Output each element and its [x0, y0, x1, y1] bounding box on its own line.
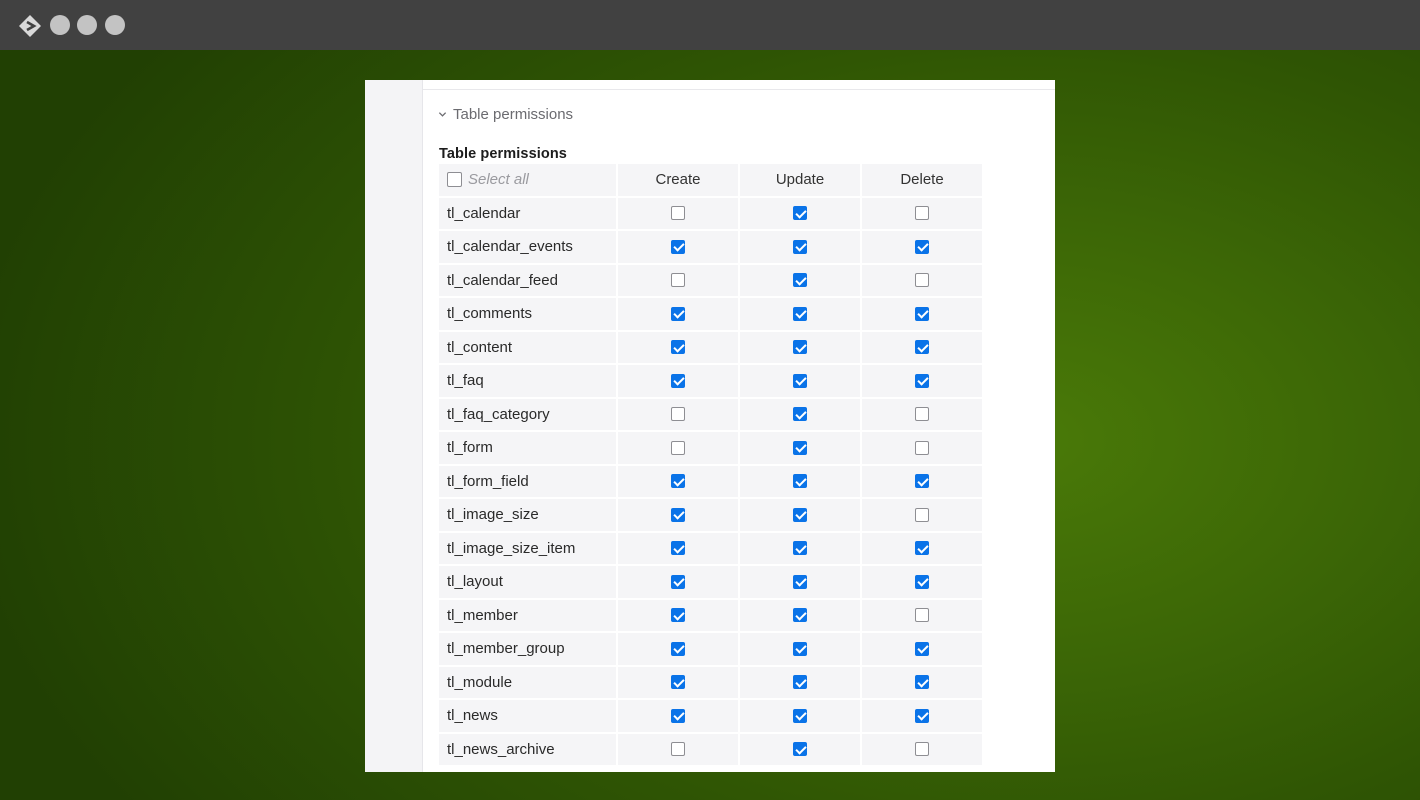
- table-row: [439, 332, 982, 364]
- create-cell: [618, 298, 738, 330]
- table-name-cell: tl_faq_category: [439, 399, 616, 431]
- update-cell: [740, 298, 860, 330]
- permissions-table: [437, 162, 984, 767]
- update-cell: [740, 700, 860, 732]
- update-checkbox[interactable]: [793, 374, 807, 388]
- table-name-cell: tl_comments: [439, 298, 616, 330]
- create-cell: [618, 365, 738, 397]
- window-minimize-button[interactable]: [77, 15, 97, 35]
- create-checkbox[interactable]: [671, 575, 685, 589]
- delete-checkbox[interactable]: [915, 541, 929, 555]
- delete-checkbox[interactable]: [915, 742, 929, 756]
- delete-cell: [862, 298, 982, 330]
- create-checkbox[interactable]: [671, 642, 685, 656]
- create-checkbox[interactable]: [671, 742, 685, 756]
- table-name-cell: tl_calendar: [439, 198, 616, 230]
- update-checkbox[interactable]: [793, 575, 807, 589]
- select-all-label: Select all: [468, 171, 529, 189]
- update-checkbox[interactable]: [793, 642, 807, 656]
- window-titlebar: [0, 0, 1420, 50]
- section-toggle-label: Table permissions: [453, 105, 574, 123]
- table-name-cell: tl_calendar_events: [439, 231, 616, 263]
- delete-cell: [862, 734, 982, 766]
- create-checkbox[interactable]: [671, 307, 685, 321]
- update-cell: [740, 667, 860, 699]
- column-header-create: Create: [618, 164, 738, 196]
- delete-checkbox[interactable]: [915, 709, 929, 723]
- create-checkbox[interactable]: [671, 340, 685, 354]
- delete-cell: [862, 566, 982, 598]
- delete-cell: [862, 667, 982, 699]
- update-cell: [740, 499, 860, 531]
- delete-checkbox[interactable]: [915, 441, 929, 455]
- column-header-update: Update: [740, 164, 860, 196]
- create-checkbox[interactable]: [671, 206, 685, 220]
- permissions-table-body: [439, 198, 982, 766]
- table-row: [439, 432, 982, 464]
- update-checkbox[interactable]: [793, 441, 807, 455]
- permissions-panel: [365, 80, 1055, 772]
- chevron-down-icon: [438, 110, 447, 119]
- table-row: [439, 298, 982, 330]
- delete-checkbox[interactable]: [915, 240, 929, 254]
- table-row: [439, 365, 982, 397]
- create-cell: [618, 432, 738, 464]
- divider: [423, 89, 1055, 90]
- create-checkbox[interactable]: [671, 441, 685, 455]
- delete-cell: [862, 265, 982, 297]
- select-all-cell: [439, 164, 616, 196]
- create-cell: [618, 198, 738, 230]
- create-cell: [618, 566, 738, 598]
- update-checkbox[interactable]: [793, 675, 807, 689]
- update-cell: [740, 231, 860, 263]
- app-logo-icon: [18, 14, 42, 38]
- delete-cell: [862, 399, 982, 431]
- window-maximize-button[interactable]: [105, 15, 125, 35]
- select-all-checkbox[interactable]: [447, 172, 462, 187]
- update-cell: [740, 466, 860, 498]
- delete-cell: [862, 533, 982, 565]
- table-name-cell: tl_module: [439, 667, 616, 699]
- table-row: [439, 399, 982, 431]
- table-name-cell: tl_news: [439, 700, 616, 732]
- create-cell: [618, 700, 738, 732]
- update-checkbox[interactable]: [793, 709, 807, 723]
- delete-checkbox[interactable]: [915, 508, 929, 522]
- update-checkbox[interactable]: [793, 508, 807, 522]
- update-cell: [740, 633, 860, 665]
- update-checkbox[interactable]: [793, 608, 807, 622]
- delete-cell: [862, 700, 982, 732]
- delete-checkbox[interactable]: [915, 575, 929, 589]
- update-cell: [740, 265, 860, 297]
- table-row: [439, 533, 982, 565]
- delete-cell: [862, 231, 982, 263]
- table-name-cell: tl_form_field: [439, 466, 616, 498]
- create-checkbox[interactable]: [671, 541, 685, 555]
- create-cell: [618, 600, 738, 632]
- column-header-delete: Delete: [862, 164, 982, 196]
- delete-checkbox[interactable]: [915, 340, 929, 354]
- table-header-row: [439, 164, 982, 196]
- update-checkbox[interactable]: [793, 474, 807, 488]
- create-checkbox[interactable]: [671, 374, 685, 388]
- update-cell: [740, 600, 860, 632]
- create-checkbox[interactable]: [671, 407, 685, 421]
- update-cell: [740, 734, 860, 766]
- delete-cell: [862, 499, 982, 531]
- create-checkbox[interactable]: [671, 709, 685, 723]
- delete-checkbox[interactable]: [915, 374, 929, 388]
- table-name-cell: tl_faq: [439, 365, 616, 397]
- create-checkbox[interactable]: [671, 474, 685, 488]
- table-name-cell: tl_member: [439, 600, 616, 632]
- update-cell: [740, 566, 860, 598]
- delete-checkbox[interactable]: [915, 642, 929, 656]
- delete-checkbox[interactable]: [915, 608, 929, 622]
- delete-cell: [862, 332, 982, 364]
- table-row: [439, 198, 982, 230]
- delete-checkbox[interactable]: [915, 474, 929, 488]
- panel-sidebar: [365, 80, 423, 772]
- create-cell: [618, 533, 738, 565]
- delete-cell: [862, 198, 982, 230]
- table-name-cell: tl_news_archive: [439, 734, 616, 766]
- table-name-cell: tl_calendar_feed: [439, 265, 616, 297]
- create-checkbox[interactable]: [671, 675, 685, 689]
- table-row: [439, 633, 982, 665]
- table-name-cell: tl_member_group: [439, 633, 616, 665]
- table-name-cell: tl_content: [439, 332, 616, 364]
- create-cell: [618, 231, 738, 263]
- update-checkbox[interactable]: [793, 240, 807, 254]
- update-checkbox[interactable]: [793, 541, 807, 555]
- table-row: [439, 734, 982, 766]
- delete-checkbox[interactable]: [915, 307, 929, 321]
- delete-cell: [862, 365, 982, 397]
- create-cell: [618, 332, 738, 364]
- create-checkbox[interactable]: [671, 273, 685, 287]
- table-row: [439, 566, 982, 598]
- update-checkbox[interactable]: [793, 307, 807, 321]
- table-row: [439, 700, 982, 732]
- update-checkbox[interactable]: [793, 407, 807, 421]
- create-cell: [618, 499, 738, 531]
- delete-checkbox[interactable]: [915, 407, 929, 421]
- delete-cell: [862, 466, 982, 498]
- create-cell: [618, 265, 738, 297]
- create-checkbox[interactable]: [671, 608, 685, 622]
- delete-checkbox[interactable]: [915, 273, 929, 287]
- update-checkbox[interactable]: [793, 206, 807, 220]
- update-checkbox[interactable]: [793, 742, 807, 756]
- update-checkbox[interactable]: [793, 273, 807, 287]
- create-cell: [618, 667, 738, 699]
- update-cell: [740, 399, 860, 431]
- window-close-button[interactable]: [50, 15, 70, 35]
- table-name-cell: tl_image_size_item: [439, 533, 616, 565]
- table-name-cell: tl_image_size: [439, 499, 616, 531]
- delete-checkbox[interactable]: [915, 675, 929, 689]
- section-toggle[interactable]: [438, 104, 573, 124]
- create-cell: [618, 734, 738, 766]
- table-row: [439, 600, 982, 632]
- update-cell: [740, 533, 860, 565]
- table-row: [439, 499, 982, 531]
- table-row: [439, 667, 982, 699]
- create-checkbox[interactable]: [671, 240, 685, 254]
- update-cell: [740, 432, 860, 464]
- table-row: [439, 231, 982, 263]
- table-row: [439, 265, 982, 297]
- delete-cell: [862, 600, 982, 632]
- table-row: [439, 466, 982, 498]
- create-cell: [618, 466, 738, 498]
- delete-checkbox[interactable]: [915, 206, 929, 220]
- update-cell: [740, 365, 860, 397]
- table-name-cell: tl_layout: [439, 566, 616, 598]
- table-title: Table permissions: [439, 146, 567, 162]
- table-name-cell: tl_form: [439, 432, 616, 464]
- create-cell: [618, 633, 738, 665]
- delete-cell: [862, 633, 982, 665]
- update-cell: [740, 198, 860, 230]
- create-cell: [618, 399, 738, 431]
- update-checkbox[interactable]: [793, 340, 807, 354]
- update-cell: [740, 332, 860, 364]
- select-all-toggle[interactable]: [439, 171, 616, 188]
- create-checkbox[interactable]: [671, 508, 685, 522]
- delete-cell: [862, 432, 982, 464]
